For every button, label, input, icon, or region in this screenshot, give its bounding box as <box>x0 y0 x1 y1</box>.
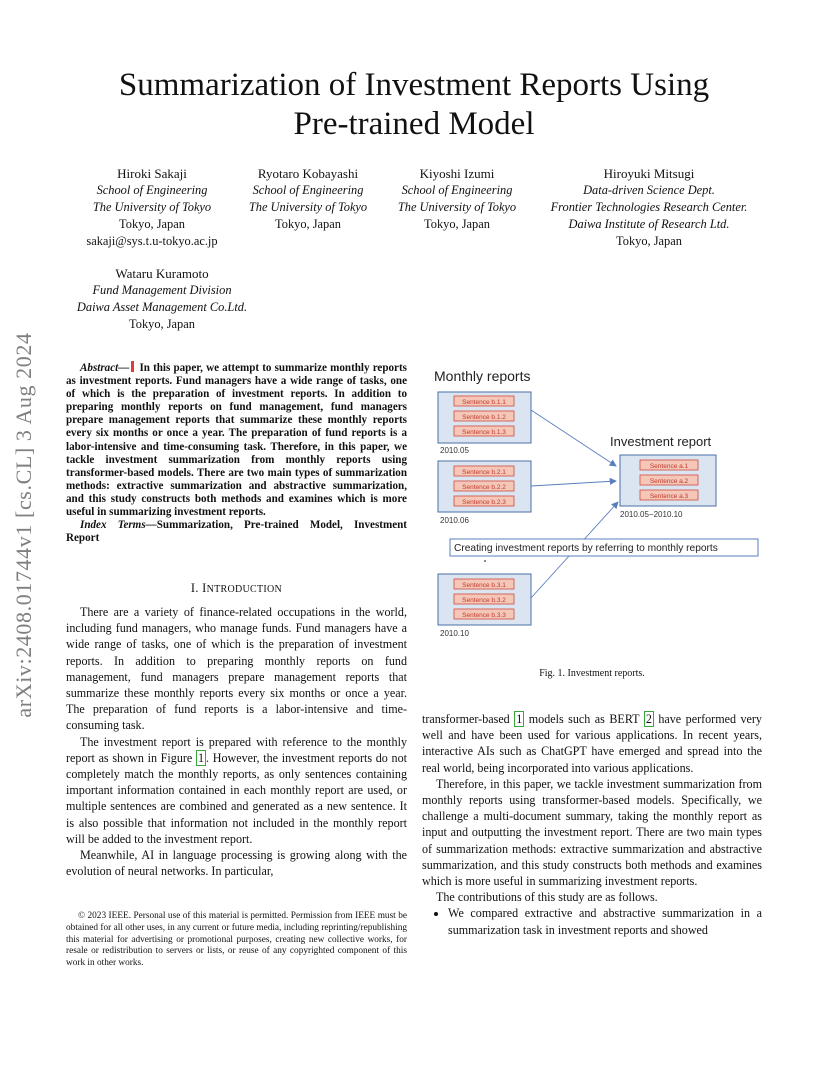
figure-caption: Fig. 1. Investment reports. <box>539 668 645 679</box>
author-org-2: Daiwa Institute of Research Ltd. <box>568 217 730 231</box>
author-name: Wataru Kuramoto <box>115 266 209 281</box>
paragraph: The contributions of this study are as follows. <box>436 890 658 905</box>
paragraph: Therefore, in this paper, we tackle investment summarization from monthly reports using transformer-based models. Specifically, we challenge a multi-document summary, taking the monthly report as input and outputting the investment report. There are two main types of summarization methods: extractive summarization and abstractive summarization, and this study constructs both methods and examines which is more useful in summarizing investment reports. <box>422 776 762 889</box>
sentence-label: Sentence b.3.2 <box>462 597 506 604</box>
author-name: Ryotaro Kobayashi <box>257 166 359 181</box>
title-line-2: Pre-trained Model <box>293 106 535 142</box>
abstract-text: In this paper, we attempt to summarize monthly reports as investment reports. Fund managers have a wide range of tasks, one of which is the preparation of investment reports. In addition to preparing monthly reports on fund management, fund managers prepare management reports that summarize these monthly reports every six months or once a year. The preparation of fund reports is a labor-intensive and time-consuming task. Therefore, in this paper, we tackle investment summarization from monthly reports using transformer-based models. There are two main types of summarization methods: extractive summarization and abstractive summarization, and this study constructs both methods and examines which is more useful in summarizing investment reports. <box>66 362 407 519</box>
sentence-label: Sentence b.1.1 <box>462 399 506 406</box>
report-date: 2010.06 <box>440 516 469 525</box>
author-dept: Fund Management Division <box>92 283 232 297</box>
sentence-label: Sentence b.2.2 <box>462 484 506 491</box>
section-title-rest: NTRODUCTION <box>206 584 283 595</box>
author-place: Tokyo, Japan <box>424 217 490 231</box>
author-name: Hiroki Sakaji <box>117 166 187 181</box>
arrow <box>531 410 616 466</box>
author-place: Tokyo, Japan <box>119 217 185 231</box>
author-org: Frontier Technologies Research Center. <box>550 200 748 214</box>
author-place: Tokyo, Japan <box>616 234 682 248</box>
figure-investment-reports <box>422 362 772 647</box>
author-name: Kiyoshi Izumi <box>419 166 495 181</box>
sentence-label: Sentence b.1.2 <box>462 414 506 421</box>
contribution-list <box>422 905 762 937</box>
author-place: Tokyo, Japan <box>275 217 341 231</box>
sentence-label: Sentence a.1 <box>649 463 689 470</box>
section-heading <box>66 581 407 596</box>
author-name: Hiroyuki Mitsugi <box>603 166 695 181</box>
report-date: 2010.10 <box>440 629 469 638</box>
citation-link[interactable]: 2 <box>645 712 652 726</box>
sentence-label: Sentence a.3 <box>649 493 689 500</box>
section-numeral: I. <box>190 581 199 595</box>
list-item: • We compared extractive and abstractive summarization in a summarization task in investment reports and showed <box>448 905 762 937</box>
right-column-body <box>422 711 762 938</box>
author-org: Daiwa Asset Management Co.Ltd. <box>76 300 248 314</box>
author-block-1 <box>62 165 242 250</box>
author-dept: School of Engineering <box>96 183 208 197</box>
author-org: The University of Tokyo <box>92 200 212 214</box>
callout-text: Creating investment reports by referring to monthly reports <box>454 543 718 554</box>
author-dept: School of Engineering <box>252 183 364 197</box>
title-line-1: Summarization of Investment Reports Using <box>118 67 710 103</box>
arxiv-id: arXiv:2408.01744v1 [cs.CL] 3 Aug 2024 <box>11 332 36 718</box>
paper-title <box>60 66 768 144</box>
paragraph: The investment report is prepared with reference to the monthly report as shown in Figure 1 . However, the investment reports do not completely match the monthly reports, as only sentences containing important information contained in each monthly report are used, or multiple sentences are combined and generated as a new sentence. It is also possible that information not included in the monthly report will be added to the investment report. <box>66 734 407 846</box>
investment-date: 2010.05−2010.10 <box>620 510 683 519</box>
author-email[interactable]: sakaji@sys.t.u-tokyo.ac.jp <box>86 234 218 248</box>
author-block-5 <box>62 265 262 333</box>
sentence-label: Sentence b.2.1 <box>462 469 506 476</box>
paragraph: There are a variety of finance-related occupations in the world, including fund managers, who manage funds. Fund managers have a wide range of tasks, one of which is the preparation of investment reports. In addition to preparing monthly reports on fund management, fund managers prepare management reports that summarize these monthly reports every six months or once a year. The preparation of fund reports is a labor-intensive and time-consuming task. <box>66 605 407 733</box>
sentence-label: Sentence b.1.3 <box>462 429 506 436</box>
author-place: Tokyo, Japan <box>129 317 195 331</box>
citation-link[interactable]: 1 <box>516 712 523 726</box>
monthly-reports-title: Monthly reports <box>434 368 531 384</box>
report-date: 2010.05 <box>440 446 469 455</box>
sentence-label: Sentence b.2.3 <box>462 499 506 506</box>
author-dept: Data-driven Science Dept. <box>583 183 715 197</box>
sentence-label: Sentence b.3.3 <box>462 612 506 619</box>
copyright-notice: © 2023 IEEE. Personal use of this material is permitted. Permission from IEEE must be obtained for all other uses, in any current or future media, including reprinting/republishing this material for advertising or promotional purposes, creating new collective works, for resale or redistribution to servers or lists, or reuse of any copyrighted component of this work in other works. <box>66 911 407 969</box>
author-block-4 <box>538 165 760 250</box>
index-terms-label: Index Terms— <box>80 519 157 532</box>
section-first-letter: I <box>202 581 207 595</box>
paragraph: Meanwhile, AI in language processing is growing along with the evolution of neural networks. In particular, <box>66 848 407 879</box>
sentence-label: Sentence b.3.1 <box>462 582 506 589</box>
author-dept: School of Engineering <box>401 183 513 197</box>
author-org: The University of Tokyo <box>397 200 517 214</box>
investment-report-title: Investment report <box>610 434 712 449</box>
abstract-label: Abstract— <box>80 362 130 374</box>
figure-ref-link[interactable]: 1 <box>197 750 204 765</box>
paragraph: transformer-based 1 models such as BERT 2 have performed very well and have been used for various applications. In recent years, interactive AIs such as ChatGPT have emerged and spread into the real world, being incorporated into various applications. <box>422 712 762 775</box>
sentence-label: Sentence a.2 <box>649 478 689 485</box>
arxiv-stamp <box>4 290 44 760</box>
highlight-marker <box>131 361 134 372</box>
arrow <box>531 481 616 486</box>
left-column-body <box>66 604 407 879</box>
abstract <box>66 361 407 545</box>
author-org: The University of Tokyo <box>248 200 368 214</box>
author-block-3 <box>367 165 547 233</box>
index-terms: Summarization, Pre-trained Model, Investment Report <box>66 519 407 545</box>
dot <box>484 560 486 562</box>
